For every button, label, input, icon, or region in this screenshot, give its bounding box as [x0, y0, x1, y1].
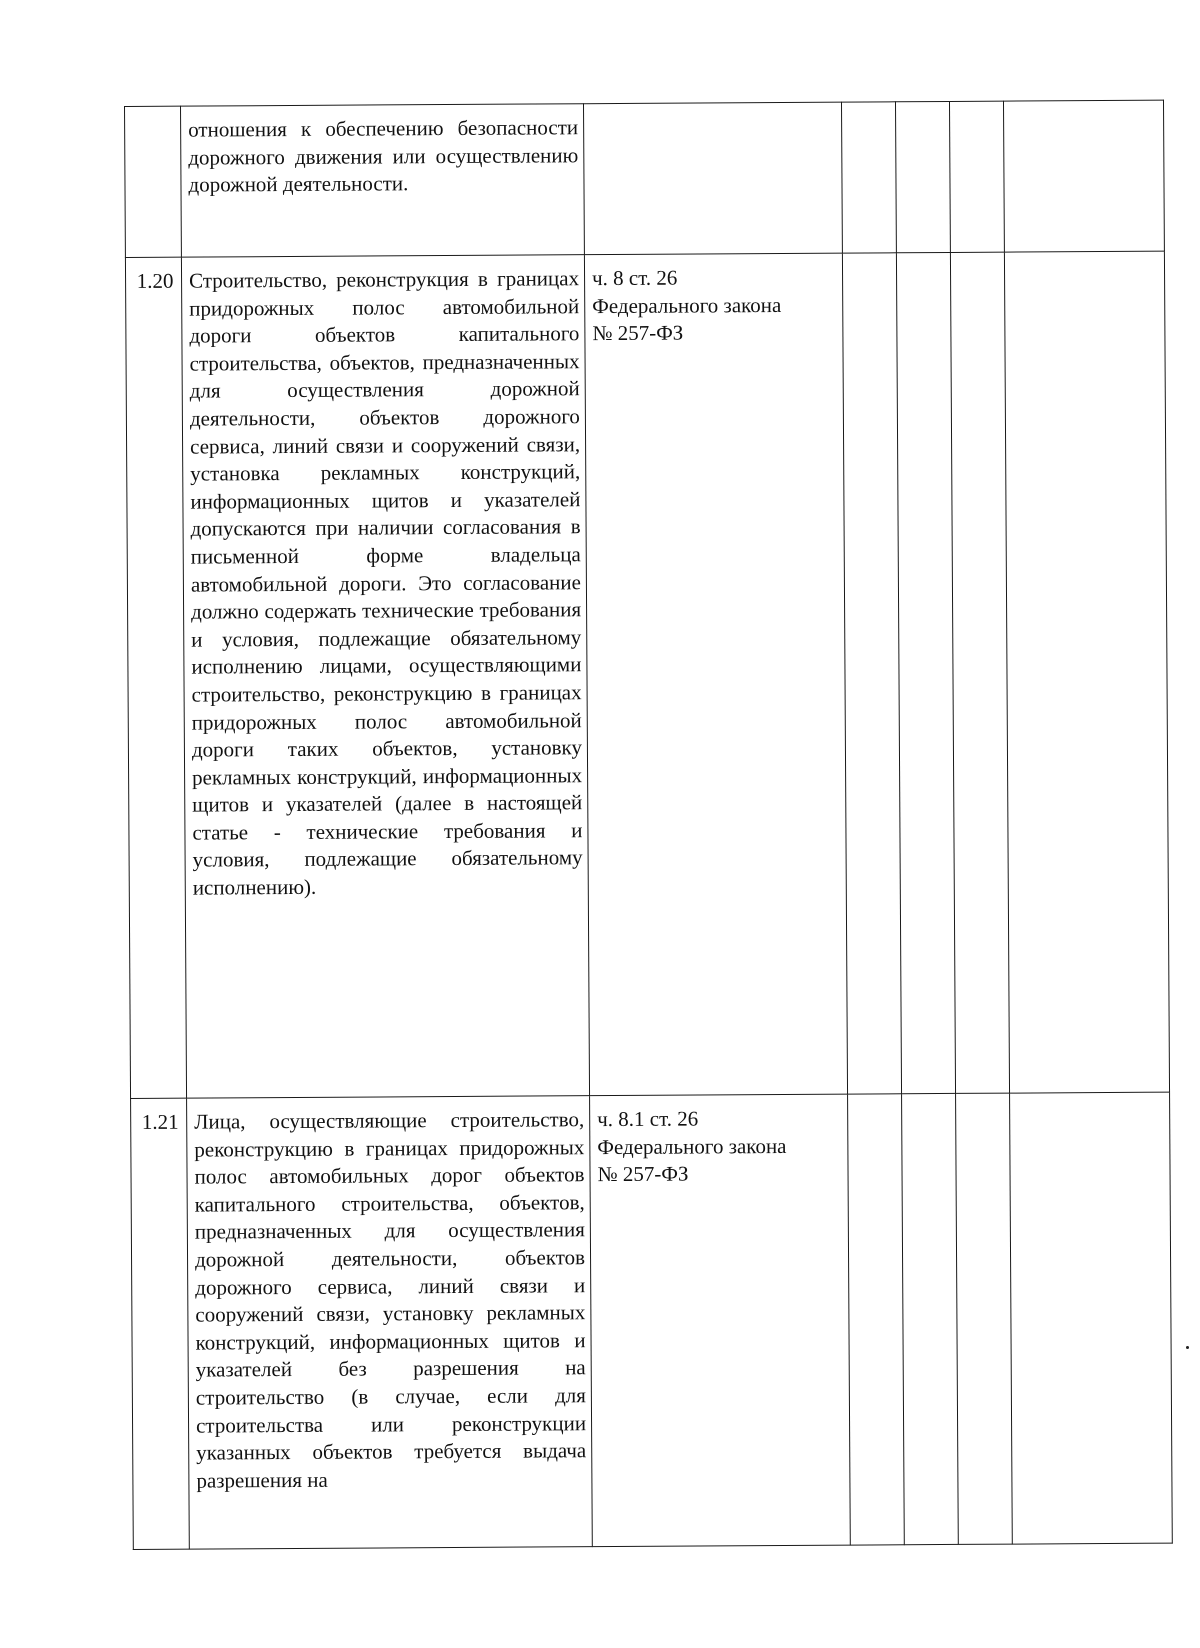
answer-cell-na	[950, 252, 1009, 1093]
requirement-cell	[181, 104, 585, 257]
requirement-text: Лица, осуществляющие строительство, реконструкцию в границах придорожных полос автомобильных дорог объектов капитального строительства, объектов, предназначенных для осуществления дорожной деятельности, объектов дорожного сервиса, линий связи и сооружений связи, установку рекламных конструкций, информационных щитов и указателей без разрешения на строительство (в случае, если для строительства или реконструкции указанных объектов требуется выдача разрешения на	[194, 1107, 587, 1493]
answer-cell-no	[895, 101, 950, 252]
answer-cell-yes	[842, 253, 901, 1094]
requirement-cell	[187, 1096, 593, 1549]
row-number-cell	[125, 106, 182, 257]
table-row	[131, 1092, 1173, 1549]
requirement-text: Строительство, реконструкция в границах придорожных полос автомобильной дороги объектов капитального строительства, объектов, предназначенных для осуществления дорожной деятельности, объектов дорожного сервиса, линий связи и сооружений связи, установка рекламных конструкций, информационных щитов и указателей допускаются при наличии согласования в письменной форме владельца автомобильной дороги. Это согласование должно содержать технические требования и условия, подлежащие обязательному исполнению лицами, осуществляющими строительство, реконструкцию в границах придорожных полос автомобильной дороги таких объектов, установку рекламных конструкций, информационных щитов и указателей (далее в настоящей статье - технические требования и условия, подлежащие обязательному исполнению).	[188, 266, 583, 900]
notes-cell	[1003, 100, 1164, 252]
notes-cell	[1010, 1092, 1173, 1544]
row-number-cell	[131, 1098, 190, 1549]
legal-reference-cell	[583, 102, 842, 255]
answer-cell-yes	[848, 1094, 905, 1545]
legal-reference-cell	[584, 253, 847, 1096]
legal-reference-cell	[590, 1094, 851, 1547]
answer-cell-na	[956, 1093, 1013, 1544]
legal-reference-text	[584, 103, 841, 115]
answer-cell-no	[896, 252, 955, 1093]
table-row	[125, 100, 1165, 257]
answer-cell-na	[949, 101, 1004, 252]
legal-reference-text: ч. 8 ст. 26 Федерального закона № 257-ФЗ	[591, 265, 782, 346]
answer-cell-yes	[841, 102, 896, 253]
answer-cell-no	[902, 1093, 959, 1544]
requirement-cell	[181, 255, 589, 1098]
row-number	[125, 107, 180, 117]
table-row	[125, 251, 1169, 1098]
requirement-text: отношения к обеспечению безопасности дорожного движения или осуществлению дорожной деятельности.	[188, 115, 579, 197]
scan-speck	[1186, 1346, 1189, 1349]
requirements-table	[124, 100, 1173, 1550]
notes-cell	[1004, 251, 1169, 1093]
row-number-cell	[125, 257, 186, 1098]
row-number: 1.21	[141, 1109, 179, 1134]
row-number: 1.20	[136, 268, 174, 293]
legal-reference-text: ч. 8.1 ст. 26 Федерального закона № 257-ФЗ	[597, 1106, 787, 1187]
